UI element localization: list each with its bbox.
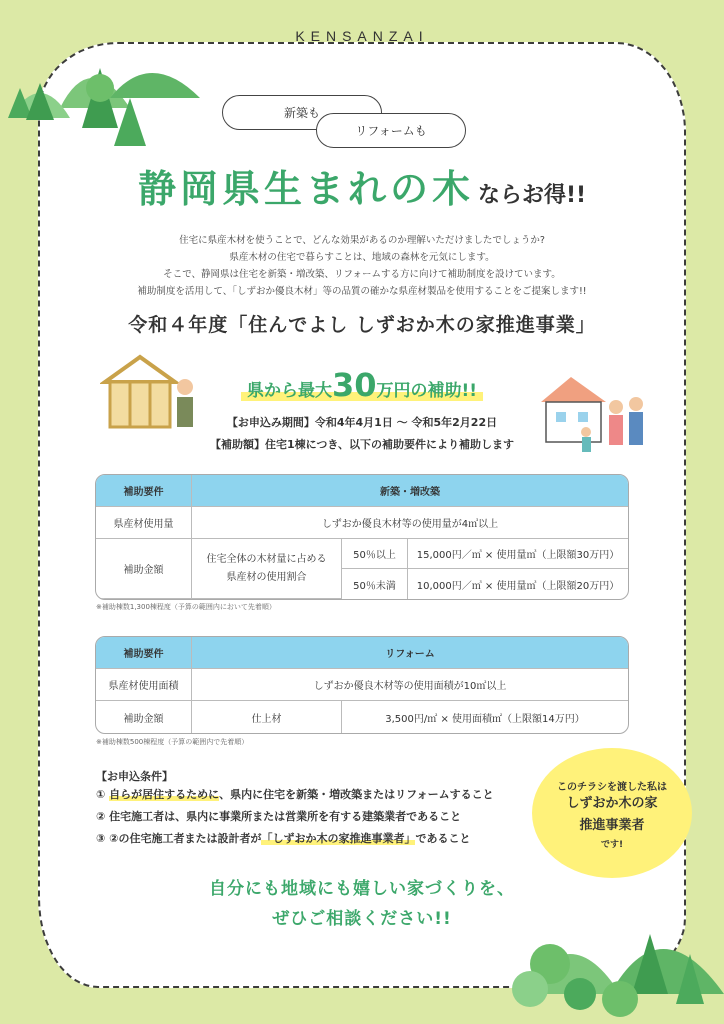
closing-line: ぜひご相談ください!! xyxy=(272,909,452,929)
condition-text: ③ ②の住宅施工者または設計者が xyxy=(96,832,262,845)
table-cell: しずおか優良木材等の使用量が4㎥以上 xyxy=(192,507,628,539)
table-cell: しずおか優良木材等の使用面積が10㎡以上 xyxy=(192,669,628,701)
headline-main: 静岡県生まれの木 xyxy=(137,167,474,211)
conditions-title: 【お申込条件】 xyxy=(96,770,173,783)
table-header-cell: 補助要件 xyxy=(96,637,192,669)
closing-message xyxy=(0,874,724,934)
table-reform xyxy=(95,636,629,734)
table-cell-label: 補助金額 xyxy=(96,539,192,599)
table-cell: 10,000円／㎥ × 使用量㎥（上限額20万円） xyxy=(416,580,620,592)
condition-highlight: 自らが居住するために xyxy=(109,788,220,801)
application-period: 【お申込み期間】令和4年4月1日 ～ 令和5年2月22日 xyxy=(226,416,498,429)
bubble-new-build: 新築も xyxy=(222,95,382,130)
subsidy-amount-desc: 【補助額】住宅1棟につき、以下の補助要件により補助します xyxy=(210,438,514,451)
bubble-reform: リフォームも xyxy=(316,113,466,148)
table-header-cell: リフォーム xyxy=(192,637,628,669)
table-cell: 仕上材 xyxy=(192,701,342,733)
max-prefix: 県から最大 xyxy=(246,381,332,401)
table-cell-label: 補助金額 xyxy=(96,701,192,733)
table-header-cell: 新築・増改築 xyxy=(192,475,628,507)
project-title: 令和４年度「住んでよし しずおか木の家推進事業」 xyxy=(128,314,596,336)
headline-suffix: ならお得!! xyxy=(477,183,587,208)
badge-line: しずおか木の家 xyxy=(566,796,658,811)
table-cell: 15,000円／㎥ × 使用量㎥（上限額30万円） xyxy=(408,539,628,569)
badge-line: このチラシを渡した私は xyxy=(557,782,667,793)
closing-line: 自分にも地域にも嬉しい家づくりを、 xyxy=(209,879,515,899)
intro-line: 住宅に県産木材を使うことで、どんな効果があるのか理解いただけましたでしょうか? xyxy=(179,235,545,246)
condition-highlight: 「しずおか木の家推進事業者」 xyxy=(261,832,416,845)
max-amount: 30 xyxy=(331,366,377,404)
note-new-build: ※補助棟数1,300棟程度（予算の範囲内において先着順） xyxy=(96,603,276,611)
promoter-badge xyxy=(532,748,692,878)
table-cell-label: 県産材使用面積 xyxy=(96,669,192,701)
brand-logo: KENSANZAI xyxy=(295,28,429,44)
intro-line: 補助制度を活用して、「しずおか優良木材」等の品質の確かな県産材製品を使用することをご提案します!! xyxy=(137,286,587,297)
table-cell: 住宅全体の木材量に占める 県産材の使用割合 xyxy=(192,539,342,599)
condition-text: ① xyxy=(96,788,110,801)
trees-top-left-icon xyxy=(0,28,220,148)
condition-1 xyxy=(96,786,494,802)
condition-2: ② 住宅施工者は、県内に事業所または営業所を有する建築業者であること xyxy=(96,810,462,823)
note-reform: ※補助棟数500棟程度（予算の範囲内で先着順） xyxy=(96,738,249,746)
table-cell: 3,500円/㎡ × 使用面積㎡（上限額14万円） xyxy=(385,713,585,725)
condition-3 xyxy=(96,830,470,846)
max-suffix: 万円の補助!! xyxy=(376,381,478,401)
intro-line: そこで、静岡県は住宅を新築・増改築、リフォームする方に向けて補助制度を設けています。 xyxy=(163,269,561,280)
table-header-cell: 補助要件 xyxy=(96,475,192,507)
condition-text: であること xyxy=(415,832,471,845)
table-cell-label: 県産材使用量 xyxy=(96,507,192,539)
badge-line: です! xyxy=(600,840,624,850)
table-new-build xyxy=(95,474,629,600)
condition-text: 、県内に住宅を新築・増改築またはリフォームすること xyxy=(219,788,494,801)
badge-line: 推進事業者 xyxy=(579,818,645,833)
headline xyxy=(0,158,724,213)
intro-line: 県産木材の住宅で暮らすことは、地域の森林を元気にします。 xyxy=(229,252,495,263)
table-cell: 50％未満 xyxy=(342,569,408,599)
intro-text xyxy=(0,232,724,300)
application-info xyxy=(0,412,724,456)
table-cell: 50％以上 xyxy=(342,539,408,569)
